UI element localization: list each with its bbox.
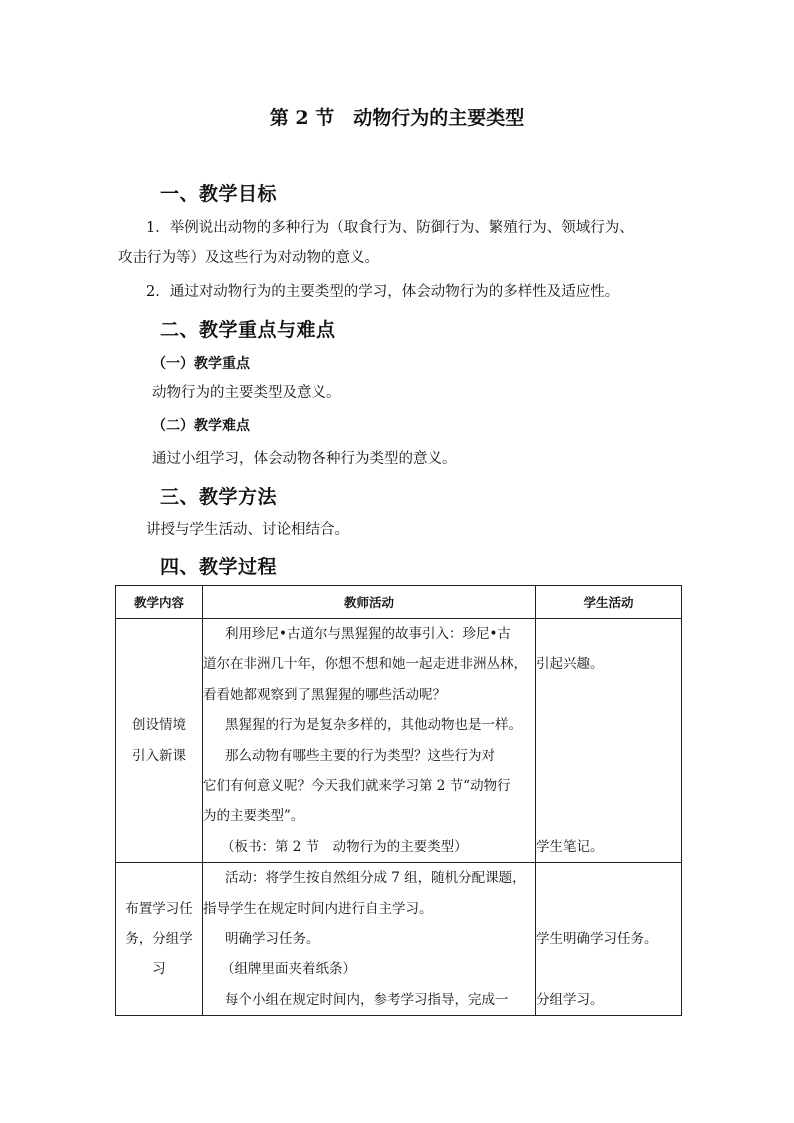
header-content: 教学内容 [116, 586, 203, 619]
teacher-line: （组牌里面夹着纸条） [221, 961, 356, 978]
subheading-key-point: （一）教学重点 [152, 356, 250, 372]
teacher-line: 为的主要类型”。 [203, 808, 305, 825]
table-row [116, 863, 682, 1016]
teacher-line: 活动：将学生按自然组分成 7 组，随机分配课题， [225, 870, 526, 887]
section-heading-key-points: 二、教学重点与难点 [160, 319, 336, 341]
teacher-line: 它们有何意义呢？今天我们就来学习第 2 节“动物行 [203, 777, 511, 794]
student-line [536, 894, 681, 924]
content-line: 务，分组学 [125, 930, 193, 947]
teacher-line: 道尔在非洲几十年，你想不想和她一起走进非洲丛林， [203, 656, 527, 673]
student-line: 引起兴趣。 [536, 656, 604, 673]
teacher-line: 利用珍尼•古道尔与黑猩猩的故事引入：珍尼•古 [225, 626, 511, 642]
content-line: 引入新课 [132, 747, 186, 764]
student-line [536, 710, 681, 740]
teacher-line: 看看她都观察到了黑猩猩的哪些活动呢？ [203, 686, 446, 703]
table-header-row [116, 586, 682, 619]
difficulty-text: 通过小组学习，体会动物各种行为类型的意义。 [152, 451, 457, 467]
student-line: 学生笔记。 [536, 838, 604, 855]
header-teacher: 教师活动 [203, 586, 536, 619]
table-row [116, 619, 682, 863]
row1-student-cell [536, 619, 682, 863]
section-heading-process: 四、教学过程 [160, 556, 278, 578]
student-line [536, 801, 681, 831]
student-line: 分组学习。 [536, 991, 604, 1008]
teacher-line: 指导学生在规定时间内进行自主学习。 [203, 900, 433, 917]
content-line: 习 [152, 961, 166, 978]
row2-student-cell [536, 863, 682, 1016]
row2-teacher-cell [203, 863, 536, 1016]
student-line [536, 741, 681, 771]
objective-line-3: 2．通过对动物行为的主要类型的学习，体会动物行为的多样性及适应性。 [146, 284, 620, 300]
student-line: 学生明确学习任务。 [536, 930, 658, 947]
student-line [536, 680, 681, 710]
section-heading-methods: 三、教学方法 [160, 486, 278, 508]
page-title: 第 2 节 动物行为的主要类型 [269, 107, 525, 129]
section-heading-objectives: 一、教学目标 [160, 183, 278, 205]
student-line [536, 771, 681, 801]
subheading-difficulty: （二）教学难点 [152, 418, 250, 434]
teacher-line: （板书：第 2 节 动物行为的主要类型） [221, 838, 468, 855]
student-line [536, 954, 681, 984]
row1-teacher-cell [203, 619, 536, 863]
student-line [536, 863, 681, 893]
content-line: 创设情境 [132, 717, 186, 734]
teaching-process-table [115, 585, 682, 1016]
teacher-line: 黑猩猩的行为是复杂多样的，其他动物也是一样。 [225, 717, 522, 734]
row1-content-cell [116, 619, 203, 863]
teacher-line: 那么动物有哪些主要的行为类型？这些行为对 [225, 747, 495, 764]
key-point-text: 动物行为的主要类型及意义。 [152, 385, 341, 401]
content-line: 布置学习任 [125, 900, 193, 917]
objective-line-2: 攻击行为等）及这些行为对动物的意义。 [118, 250, 379, 266]
teacher-line: 每个小组在规定时间内，参考学习指导，完成一 [225, 991, 509, 1008]
objective-line-1: 1．举例说出动物的多种行为（取食行为、防御行为、繁殖行为、领域行为、 [146, 220, 634, 236]
teacher-line: 明确学习任务。 [225, 930, 320, 947]
header-student: 学生活动 [536, 586, 682, 619]
methods-text: 讲授与学生活动、讨论相结合。 [146, 522, 349, 538]
row2-content-cell [116, 863, 203, 1016]
student-line [536, 619, 681, 649]
